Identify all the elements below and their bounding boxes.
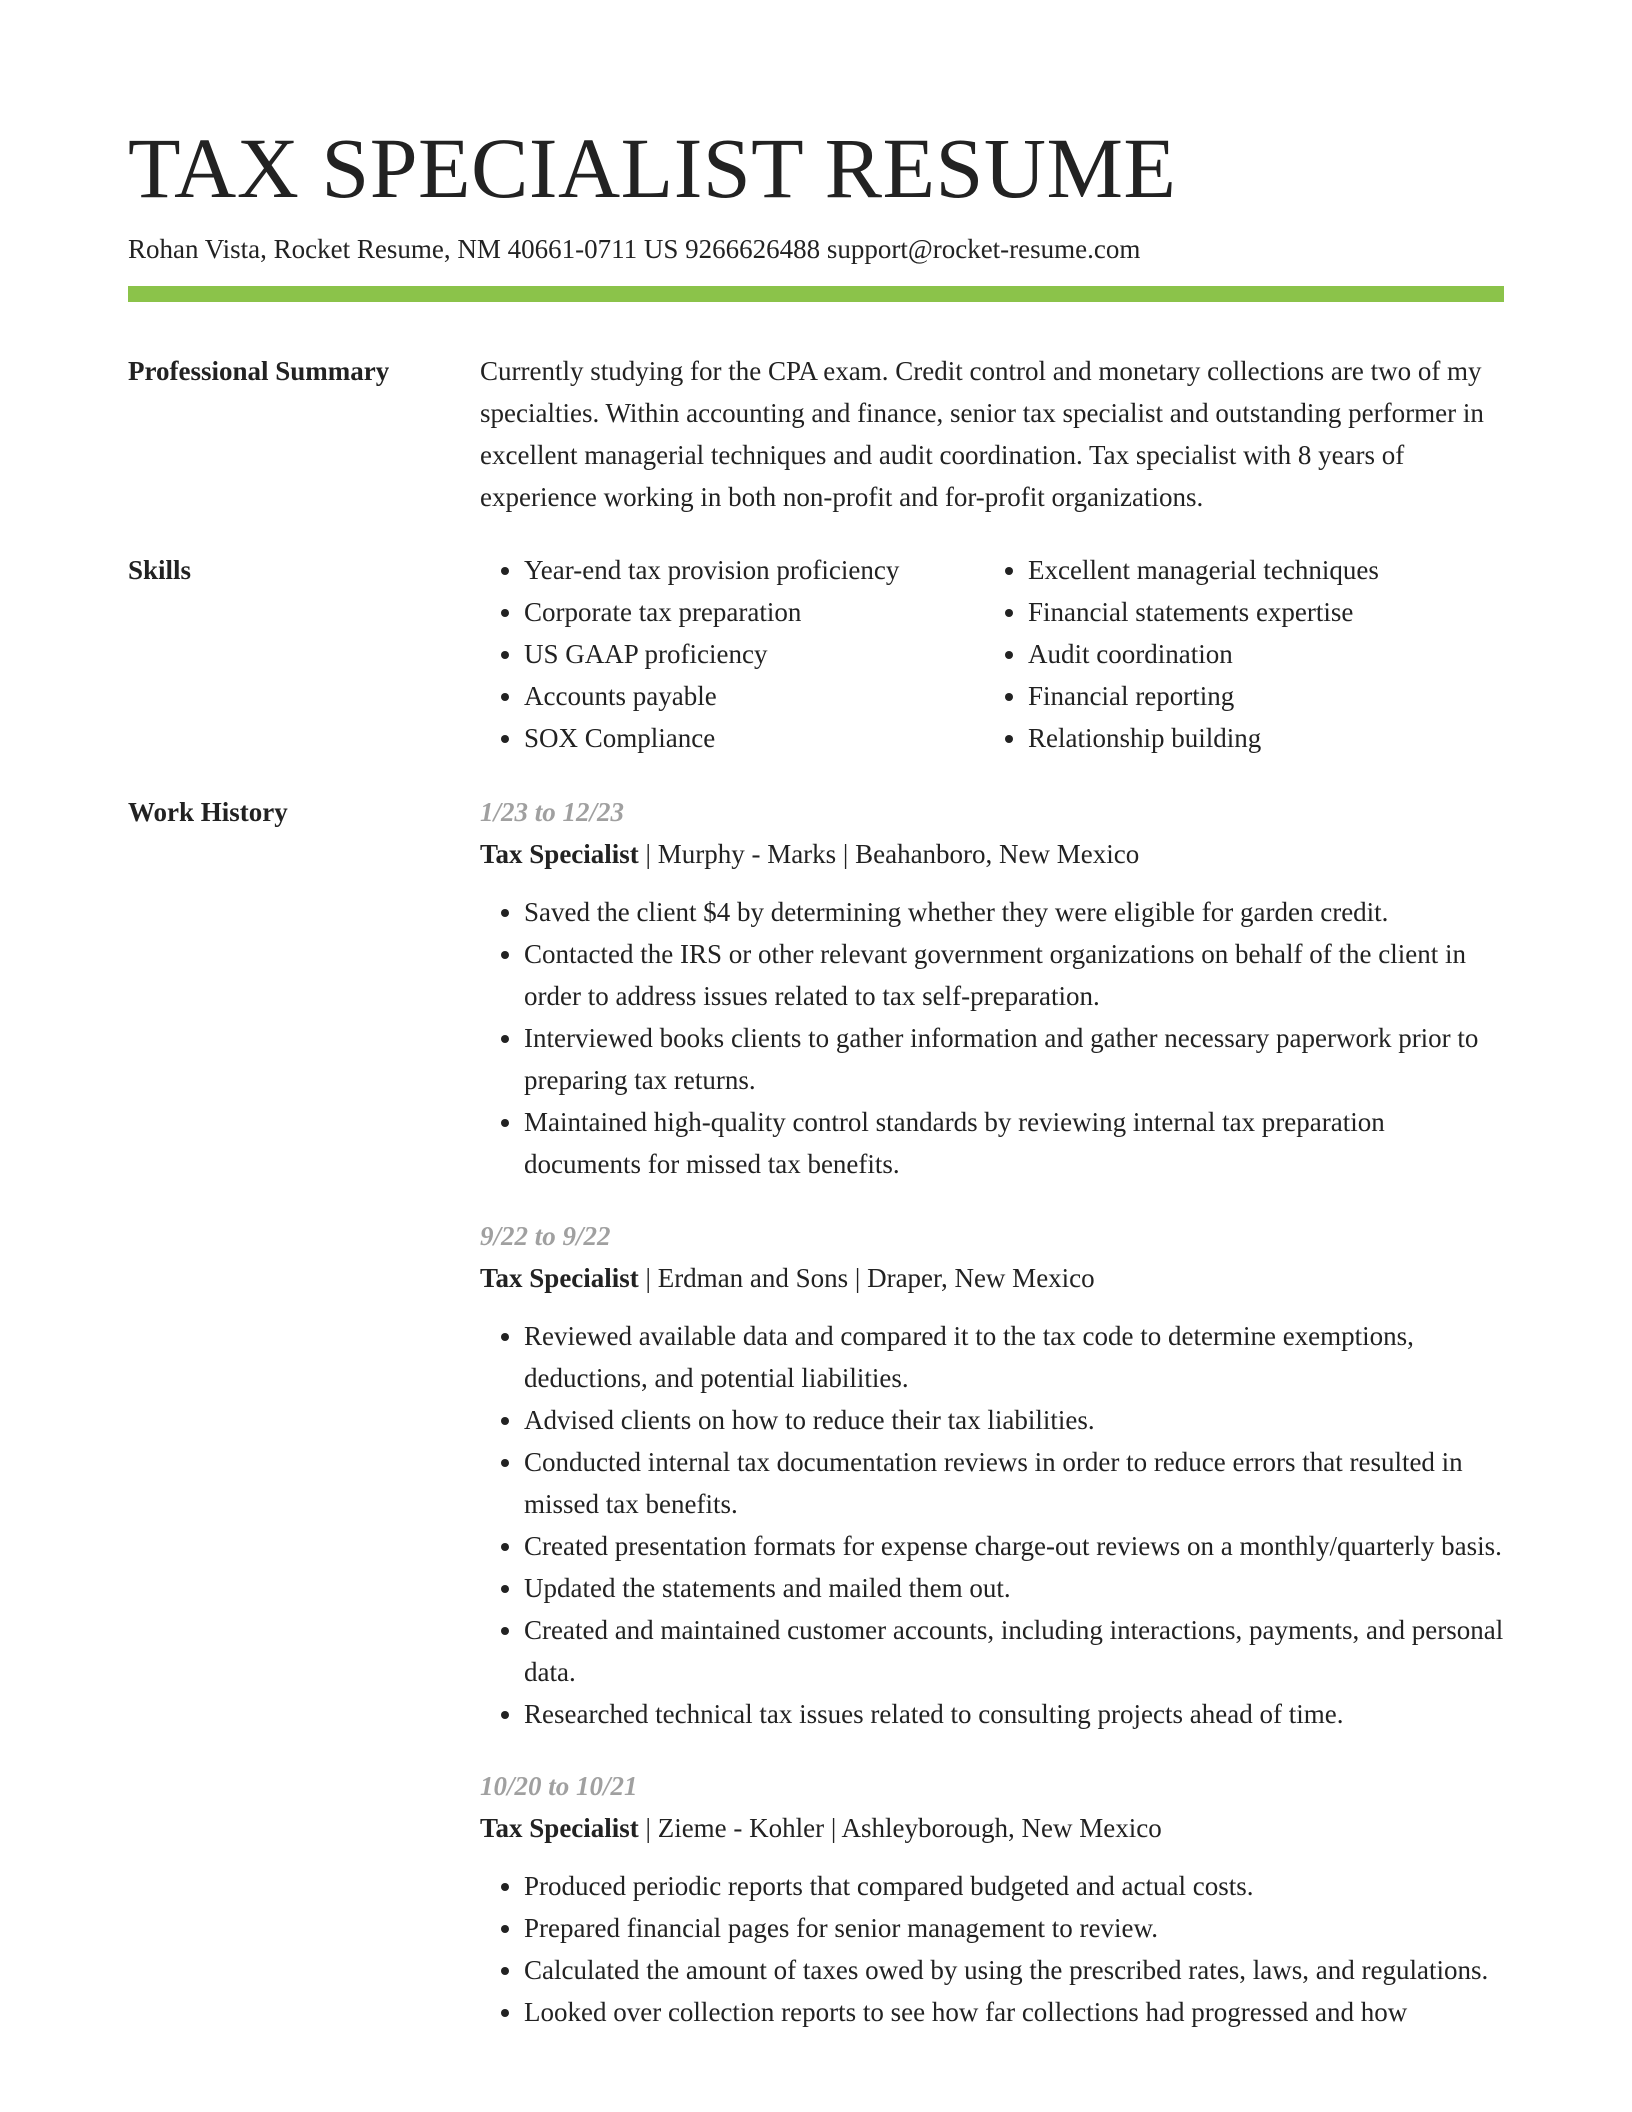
job-bullet: • Produced periodic reports that compared budgeted and actual costs. — [524, 1865, 1504, 1907]
job-title: Tax Specialist — [480, 839, 639, 869]
job-dates: 10/20 to 10/21 — [480, 1771, 638, 1801]
job-details: | Zieme - Kohler | Ashleyborough, New Mexico — [638, 1813, 1162, 1843]
job-bullets — [480, 891, 1504, 1185]
resume-title: TAX SPECIALIST RESUME — [128, 120, 1177, 216]
job-bullet: • Prepared financial pages for senior management to review. — [524, 1907, 1504, 1949]
skill-item: • Corporate tax preparation — [524, 591, 984, 633]
summary-text: Currently studying for the CPA exam. Credit control and monetary collections are two of my specialties. Within accounting and finance, senior tax specialist and outstanding performer in excellent managerial techniques and audit coordination. Tax specialist with 8 years of experience working in both non-profit and for-profit organizations. — [480, 356, 1484, 512]
job-bullet: • Looked over collection reports to see how far collections had progressed and how — [524, 1991, 1504, 2033]
skills-body — [480, 549, 1504, 759]
job-title: Tax Specialist — [480, 1263, 639, 1293]
job-heading — [480, 1807, 1504, 1849]
job-bullet: • Updated the statements and mailed them out. — [524, 1567, 1504, 1609]
job-details: | Erdman and Sons | Draper, New Mexico — [638, 1263, 1095, 1293]
skills-list-left — [480, 549, 984, 759]
job-dates: 1/23 to 12/23 — [480, 797, 625, 827]
job-details: | Murphy - Marks | Beahanboro, New Mexico — [638, 839, 1140, 869]
job-bullet: • Created presentation formats for expense charge-out reviews on a monthly/quarterly basis. — [524, 1525, 1504, 1567]
job-bullet: • Maintained high-quality control standards by reviewing internal tax preparation documents for missed tax benefits. — [524, 1101, 1504, 1185]
skill-item: • Audit coordination — [1028, 633, 1488, 675]
summary-body — [480, 350, 1504, 518]
job-bullets — [480, 1315, 1504, 1735]
job-bullet: • Reviewed available data and compared it to the tax code to determine exemptions, deductions, and potential liabilities. — [524, 1315, 1504, 1399]
skill-item: • Year-end tax provision proficiency — [524, 549, 984, 591]
job-entry — [480, 1765, 1504, 2033]
job-dates: 9/22 to 9/22 — [480, 1221, 611, 1251]
skill-item: • Financial reporting — [1028, 675, 1488, 717]
job-heading — [480, 833, 1504, 875]
job-heading — [480, 1257, 1504, 1299]
skill-item: • Relationship building — [1028, 717, 1488, 759]
job-bullets — [480, 1865, 1504, 2033]
job-bullet: • Researched technical tax issues related to consulting projects ahead of time. — [524, 1693, 1504, 1735]
job-bullet: • Advised clients on how to reduce their tax liabilities. — [524, 1399, 1504, 1441]
job-bullet: • Conducted internal tax documentation reviews in order to reduce errors that resulted in missed tax benefits. — [524, 1441, 1504, 1525]
skill-item: • SOX Compliance — [524, 717, 984, 759]
job-entry — [480, 791, 1504, 1185]
job-bullet: • Created and maintained customer accounts, including interactions, payments, and personal data. — [524, 1609, 1504, 1693]
work-body — [480, 791, 1504, 2063]
section-label-skills: Skills — [128, 555, 192, 585]
job-entry — [480, 1215, 1504, 1735]
job-bullet: • Saved the client $4 by determining whether they were eligible for garden credit. — [524, 891, 1504, 933]
skill-item: • Excellent managerial techniques — [1028, 549, 1488, 591]
job-bullet: • Contacted the IRS or other relevant government organizations on behalf of the client in order to address issues related to tax self-preparation. — [524, 933, 1504, 1017]
job-bullet: • Interviewed books clients to gather information and gather necessary paperwork prior to preparing tax returns. — [524, 1017, 1504, 1101]
accent-divider — [128, 286, 1504, 302]
contact-line: Rohan Vista, Rocket Resume, NM 40661-0711 US 9266626488 support@rocket-resume.com — [128, 234, 1141, 264]
skills-list-right — [984, 549, 1488, 759]
skill-item: • Accounts payable — [524, 675, 984, 717]
section-label-summary: Professional Summary — [128, 356, 390, 386]
section-label-work: Work History — [128, 797, 288, 827]
skill-item: • Financial statements expertise — [1028, 591, 1488, 633]
job-bullet: • Calculated the amount of taxes owed by using the prescribed rates, laws, and regulations. — [524, 1949, 1504, 1991]
job-title: Tax Specialist — [480, 1813, 639, 1843]
skill-item: • US GAAP proficiency — [524, 633, 984, 675]
